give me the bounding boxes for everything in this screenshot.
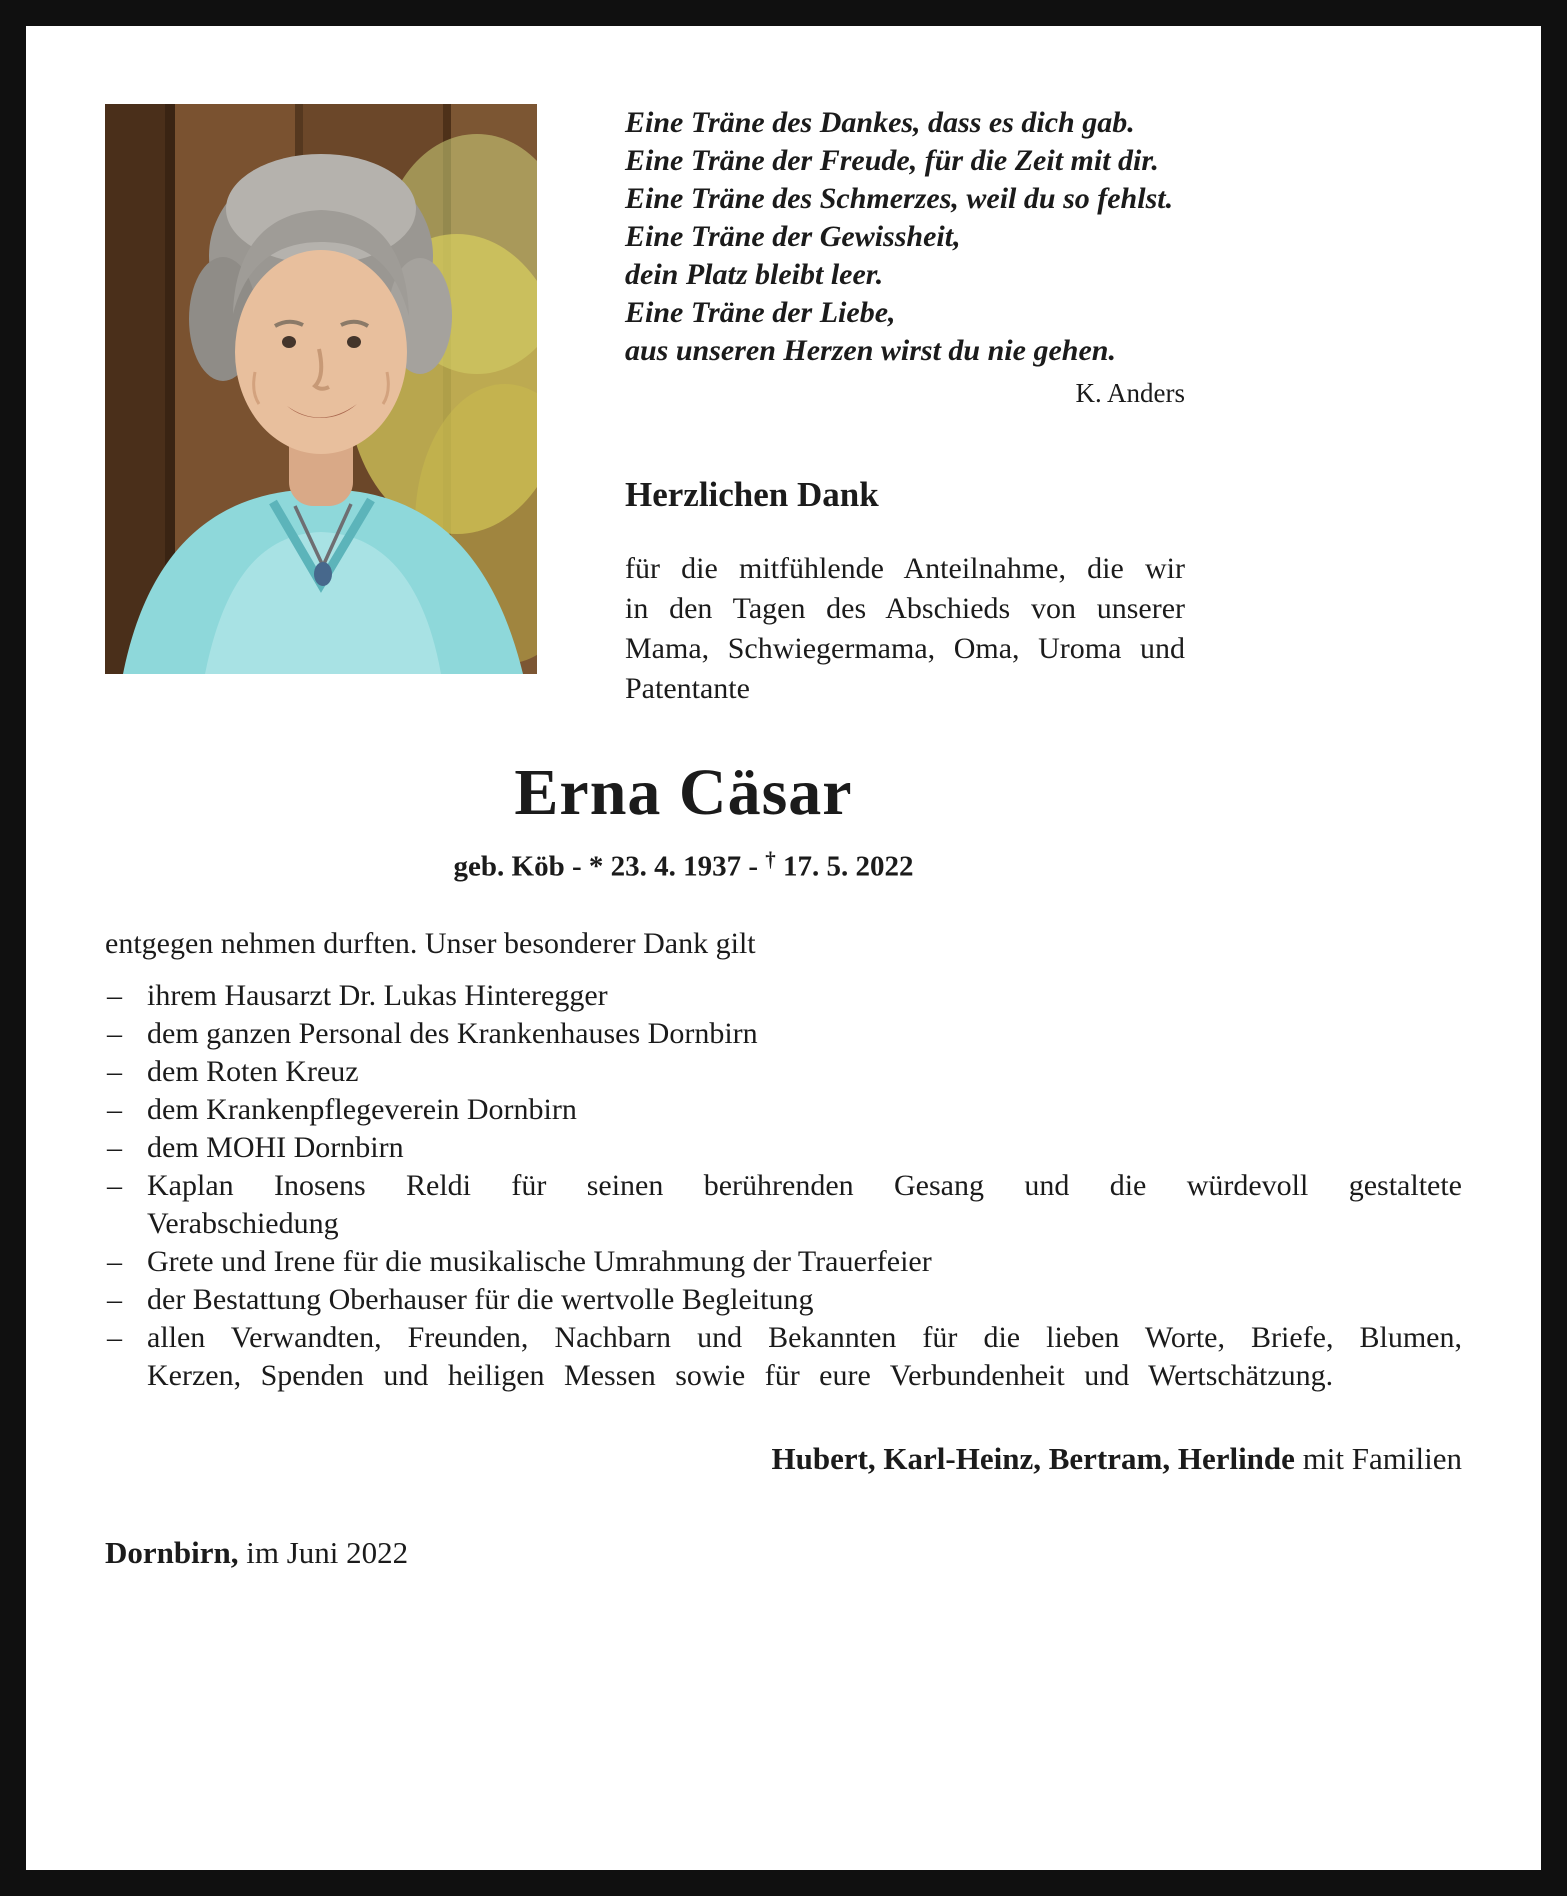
list-item — [105, 1281, 1462, 1319]
thanks-intro-paragraph: für die mitfühlende Anteilnahme, die wir in den Tagen des Abschieds von unserer Mama, Schwiegermama, Oma, Uroma und Patentante — [625, 552, 1185, 705]
portrait-photo — [105, 104, 537, 674]
poem-line: dein Platz bleibt leer. — [625, 258, 884, 291]
list-item-text: dem Roten Kreuz — [147, 1055, 359, 1089]
list-item — [105, 1167, 1462, 1243]
poem-line: aus unseren Herzen wirst du nie gehen. — [625, 334, 1116, 367]
dash-bullet: – — [107, 1245, 122, 1279]
deceased-name: Erna Cäsar — [514, 756, 853, 829]
list-item — [105, 1319, 1462, 1395]
list-item-text: allen Verwandten, Freunden, Nachbarn und Bekannten für die lieben Worte, Briefe, Blumen, Kerzen, Spenden und heiligen Messen sowie für eure Verbundenheit und Wertschätzung. — [147, 1321, 1462, 1393]
list-item-text: dem ganzen Personal des Krankenhauses Dornbirn — [147, 1017, 758, 1051]
poem-line: Eine Träne des Dankes, dass es dich gab. — [625, 106, 1135, 139]
thanks-list — [105, 977, 1462, 1395]
thanks-heading: Herzlichen Dank — [625, 475, 879, 514]
list-item-text: dem MOHI Dornbirn — [147, 1131, 404, 1165]
list-item — [105, 1091, 1462, 1129]
list-item-text: Grete und Irene für die musikalische Umrahmung der Trauerfeier — [147, 1245, 932, 1279]
place-and-date — [105, 1535, 1462, 1571]
list-item — [105, 1053, 1462, 1091]
list-item — [105, 977, 1462, 1015]
poem-line: Eine Träne des Schmerzes, weil du so fehlst. — [625, 182, 1174, 215]
poem-line: Eine Träne der Freude, für die Zeit mit dir. — [625, 144, 1159, 177]
poem-and-thanks-column — [625, 104, 1185, 709]
deceased-dates — [105, 847, 1262, 883]
top-section — [105, 104, 1462, 709]
footer-date: im Juni 2022 — [238, 1535, 409, 1571]
list-item-text: der Bestattung Oberhauser für die wertvolle Begleitung — [147, 1283, 814, 1317]
obituary-page — [26, 26, 1541, 1870]
dash-bullet: – — [107, 1131, 122, 1165]
dash-bullet: – — [107, 1093, 122, 1127]
dagger-symbol: † — [765, 847, 776, 871]
family-signature — [105, 1441, 1462, 1477]
list-item-text: ihrem Hausarzt Dr. Lukas Hinteregger — [147, 979, 608, 1013]
list-item — [105, 1015, 1462, 1053]
list-item-text: Kaplan Inosens Reldi für seinen berührenden Gesang und die würdevoll gestaltete Verabschiedung — [147, 1169, 1462, 1241]
dash-bullet: – — [107, 1321, 122, 1355]
poem-attribution: K. Anders — [1075, 378, 1185, 408]
poem-line: Eine Träne der Liebe, — [625, 296, 896, 329]
poem-line: Eine Träne der Gewissheit, — [625, 220, 961, 253]
portrait-illustration — [105, 104, 537, 674]
dates-post: 17. 5. 2022 — [775, 850, 914, 883]
memorial-poem — [625, 104, 1185, 370]
dash-bullet: – — [107, 979, 122, 1013]
dates-pre: geb. Köb - * 23. 4. 1937 - — [453, 850, 766, 883]
list-item — [105, 1129, 1462, 1167]
dash-bullet: – — [107, 1017, 122, 1051]
deceased-name-block — [105, 755, 1462, 883]
dash-bullet: – — [107, 1169, 122, 1203]
list-item — [105, 1243, 1462, 1281]
list-item-text: dem Krankenpflegeverein Dornbirn — [147, 1093, 577, 1127]
dash-bullet: – — [107, 1283, 122, 1317]
dash-bullet: – — [107, 1055, 122, 1089]
signature-suffix: mit Familien — [1294, 1441, 1462, 1477]
signature-names: Hubert, Karl-Heinz, Bertram, Herlinde — [771, 1441, 1295, 1477]
lead-sentence: entgegen nehmen durften. Unser besonderer Dank gilt — [105, 927, 756, 961]
footer-place: Dornbirn, — [105, 1535, 239, 1571]
